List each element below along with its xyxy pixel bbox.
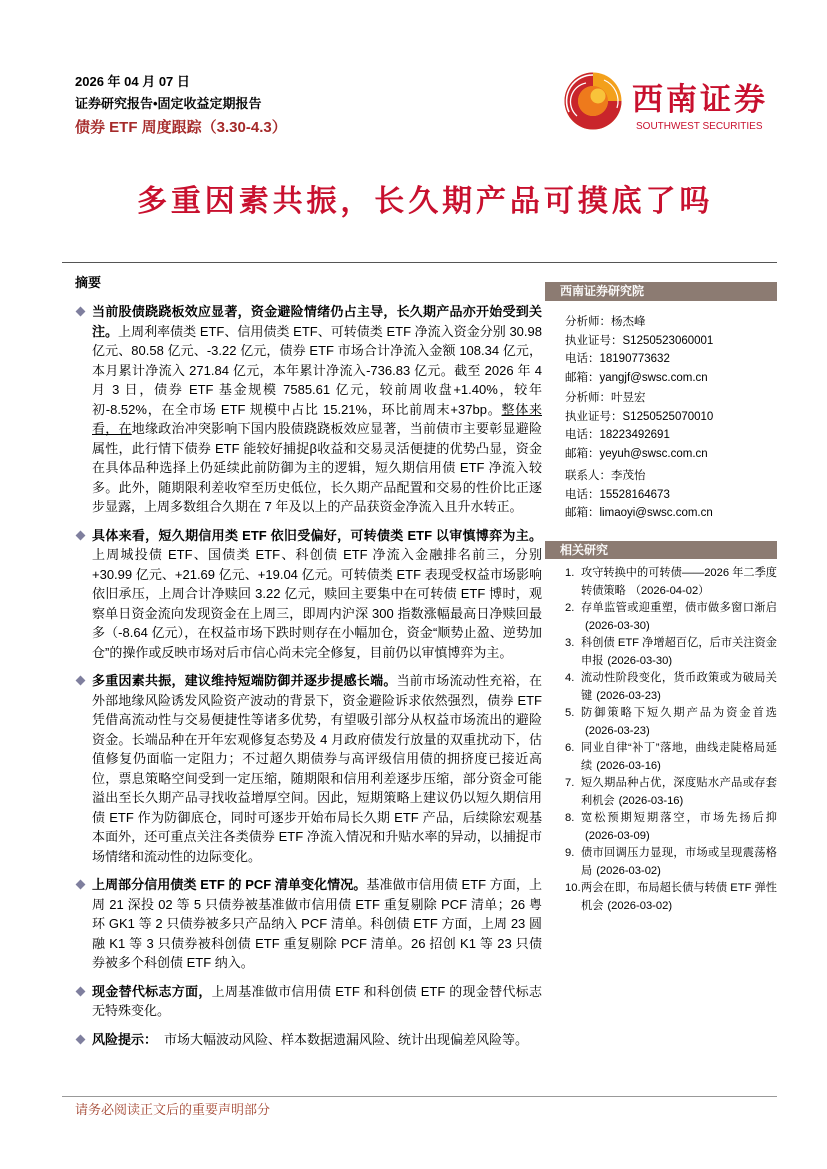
summary-item-body-rest: 地缘政治冲突影响下国内股债跷跷板效应显著，当前债市主要彰显避险属性，此行情下债券 ETF 能较好捕捉β收益和交易灵活便捷的优势凸显，资金在具体品种选择上仍延续此前防御为主的逻辑，短久期信用债 ETF 净流入较多。此外，随期限利差收窄至历史低位，长久期产品配置和交易的性价比正逐步显露，上周多数组合久期在 7 年及以上的产品获资金净流入且升水转正。	[92, 421, 542, 514]
summary-item	[75, 526, 542, 663]
analyst-phone: 电话：18190773632	[565, 353, 670, 365]
related-item-number: 9.	[565, 847, 575, 859]
bullet-diamond-icon	[76, 676, 86, 686]
related-item-date: (2026-03-02)	[596, 864, 661, 877]
related-item-number: 10.	[565, 882, 581, 894]
analyst-phone: 电话：18223492691	[565, 429, 670, 441]
summary-item-body: 上周利率债类 ETF、信用债类 ETF、可转债类 ETF 净流入资金分别 30.98 亿元、80.58 亿元、-3.22 亿元，债券 ETF 市场合计净流入金额 108.34 亿元，本月累计净流入 271.84 亿元，本年累计净流入-736.83 亿元。截至 2026 年 4 月 3 日，债券 ETF 基金规模 7585.61 亿元，较前周收盘+1.40%，较年初-8.52%，在全市场 ETF 规模中占比 15.21%，环比前周末+37bp。	[92, 323, 542, 417]
summary-item-body: 基准做市信用债 ETF 方面，上周 21 深投 02 等 5 只债券被基准做市信用债 ETF 重复剔除 PCF 清单；26 粤环 GK1 等 2 只债券被多只产品纳入 PCF 清单。科创债 ETF 方面，上周 23 圆融 K1 等 3 只债券被科创债 ETF 重复剔除 PCF 清单。26 招创 K1 等 23 只债券被多个科创债 ETF 纳入。	[92, 877, 542, 970]
analyst-email: 邮箱：yangjf@swsc.com.cn	[565, 371, 708, 384]
institute-name: 西南证券研究院	[560, 284, 645, 298]
bullet-diamond-icon	[76, 1034, 86, 1044]
analyst-contact	[565, 313, 777, 387]
bullet-diamond-icon	[76, 530, 86, 540]
related-item-date: (2026-03-30)	[607, 654, 673, 667]
related-research-item	[565, 635, 777, 670]
related-item-title: 短久期品种占优，深度贴水产品或存套利机会	[581, 777, 777, 807]
related-research-item	[565, 880, 777, 915]
contact-email: 邮箱：limaoyi@swsc.com.cn	[565, 507, 713, 519]
related-item-number: 7.	[565, 777, 575, 789]
related-item-title: 防御策略下短久期产品为资金首选	[581, 707, 777, 719]
contact-name: 联系人：李茂怡	[565, 470, 646, 482]
related-item-number: 4.	[565, 672, 575, 684]
title-divider	[62, 262, 777, 263]
summary-item-body: 上周基准做市信用债 ETF 和科创债 ETF 的现金替代标志无特殊变化。	[92, 983, 542, 1018]
analyst-name: 分析师：叶昱宏	[565, 392, 646, 404]
summary-item	[75, 671, 542, 866]
summary-item-lead: 多重因素共振，建议维持短端防御并逐步提感长端。	[92, 673, 397, 688]
summary-item	[75, 1030, 542, 1050]
related-item-date: (2026-03-02)	[607, 899, 673, 912]
summary-heading: 摘要	[75, 275, 102, 290]
bullet-diamond-icon	[76, 986, 86, 996]
summary-item	[75, 875, 542, 973]
related-research-item	[565, 600, 777, 635]
contact-person	[565, 467, 777, 523]
related-item-number: 2.	[565, 602, 575, 614]
related-item-number: 3.	[565, 637, 575, 649]
related-item-title: 债市回调压力显现，市场或呈现震荡格局	[581, 847, 777, 877]
summary-item-lead: 当前股债跷跷板效应显著，资金避险情绪仍占主导，长久期产品亦开始受到关注。	[92, 304, 542, 339]
summary-item-lead: 上周部分信用债类 ETF 的 PCF 清单变化情况。	[92, 877, 367, 892]
related-item-date: (2026-03-16)	[596, 759, 661, 772]
analyst-name: 分析师：杨杰峰	[565, 316, 646, 328]
summary-item-lead: 具体来看，短久期信用类 ETF 依旧受偏好，可转债类 ETF 以审慎博弈为主。	[92, 527, 542, 543]
related-item-date: (2026-03-16)	[618, 794, 684, 807]
summary-list	[75, 302, 542, 1058]
related-research-item	[565, 845, 777, 880]
bullet-diamond-icon	[76, 880, 86, 890]
related-research-item	[565, 740, 777, 775]
related-research-heading: 相关研究	[560, 543, 609, 557]
related-item-date: (2026-03-30)	[585, 619, 650, 632]
analyst-license: 执业证号：S1250523060001	[565, 334, 714, 347]
logo-emblem-icon	[564, 72, 622, 130]
related-item-number: 1.	[565, 567, 575, 579]
logo-name-en: SOUTHWEST SECURITIES	[636, 121, 763, 132]
related-research-item	[565, 775, 777, 810]
related-item-title: 存单监管或迎重塑，债市做多窗口渐启	[581, 602, 777, 614]
related-item-number: 5.	[565, 707, 575, 719]
related-research-list	[565, 565, 777, 915]
summary-item-body: 市场大幅波动风险、样本数据遗漏风险、统计出现偏差风险等。	[164, 1031, 529, 1047]
bullet-diamond-icon	[76, 307, 86, 317]
summary-item-lead: 风险提示：	[92, 1031, 158, 1047]
related-item-title: 两会在即，布局超长债与转债 ETF 弹性机会	[581, 882, 777, 912]
analyst-license: 执业证号：S1250525070010	[565, 410, 714, 423]
analyst-contact	[565, 389, 777, 463]
related-item-date: （2026-04-02）	[629, 584, 710, 597]
related-research-item	[565, 705, 777, 740]
summary-item	[75, 982, 542, 1021]
report-series: 债券 ETF 周度跟踪（3.30-4.3）	[75, 119, 287, 136]
company-logo	[563, 70, 773, 136]
summary-item-underlined: 整体来看，在	[92, 401, 542, 436]
related-item-title: 攻守转换中的可转债——2026 年二季度转债策略	[581, 567, 777, 597]
report-type: 证券研究报告•固定收益定期报告	[75, 96, 262, 111]
summary-item-body: 当前市场流动性充裕，在外部地缘风险诱发风险资产波动的背景下，资金避险诉求依然强烈，债券 ETF 凭借高流动性与交易便捷性等诸多优势，有望吸引部分从权益市场流出的避险资金。长端品种在开年宏观修复态势及 4 月政府债发行放量的双重扰动下，估值修复仍面临一定阻力；不过超久期债券与高评级信用债的拥挤度已接近高位，票息策略空间受到一定压缩，随期限和信用利差逐步压缩，部分资金可能溢出至长久期产品寻找收益增厚空间。因此，短期策略上建议仍以短久期信用债 ETF 作为防御底仓，同时可逐步开始布局长久期 ETF 产品，后续除宏观基本面外，还可重点关注各类债券 ETF 净流入情况和升贴水率的异动，以捕捉市场情绪和流动性的边际变化。	[92, 673, 542, 864]
related-item-title: 宽松预期短期落空，市场先扬后抑	[581, 812, 777, 824]
footer-disclaimer: 请务必阅读正文后的重要声明部分	[75, 1102, 271, 1117]
related-item-date: (2026-03-09)	[585, 829, 650, 842]
related-item-title: 科创债 ETF 净增超百亿，后市关注资金申报	[581, 637, 777, 667]
analyst-email: 邮箱：yeyuh@swsc.com.cn	[565, 447, 708, 460]
related-item-date: (2026-03-23)	[596, 689, 661, 702]
related-item-number: 6.	[565, 742, 575, 754]
related-item-date: (2026-03-23)	[585, 724, 650, 737]
report-date: 2026 年 04 月 07 日	[75, 74, 190, 89]
page-title: 多重因素共振，长久期产品可摸底了吗	[137, 185, 714, 218]
related-item-number: 8.	[565, 812, 575, 824]
summary-item-body: 上周城投债 ETF、国债类 ETF、科创债 ETF 净流入金融排名前三，分别+30.99 亿元、+21.69 亿元、+19.04 亿元。可转债类 ETF 表现受权益市场影响依旧承压，上周合计净赎回 3.22 亿元，赎回主要集中在可转债 ETF 博时，观察单日资金流向发现资金在上周三，即周内沪深 300 指数涨幅最高日净赎回最多（-8.64 亿元），在权益市场下跌时则存在小幅加仓，资金“顺势止盈、逆势加仓”的操作或反映市场对后市信心尚未完全修复，目前仍以审慎博弈为主。	[92, 547, 542, 660]
related-research-item	[565, 565, 777, 600]
institute-header-bar	[545, 282, 777, 301]
related-research-item	[565, 810, 777, 845]
logo-name-cn: 西南证券	[632, 82, 768, 117]
related-research-item	[565, 670, 777, 705]
related-research-header-bar	[545, 541, 777, 559]
summary-item-lead: 现金替代标志方面，	[92, 983, 212, 999]
footer-divider	[62, 1096, 777, 1097]
contact-phone: 电话：15528164673	[565, 488, 670, 501]
related-item-title: 同业自律“补丁”落地，曲线走陡格局延续	[581, 742, 777, 772]
related-item-title: 流动性阶段变化，货币政策或为破局关键	[581, 672, 777, 702]
summary-item	[75, 302, 542, 517]
